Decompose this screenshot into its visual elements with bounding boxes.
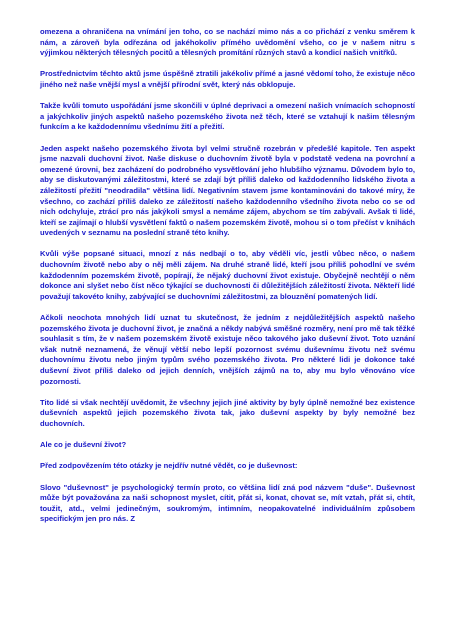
paragraph-continuation: omezena a ohraničena na vnímání jen toho, co se nachází mimo nás a co přichází z venku směrem k nám, a zároveň byla odřezána od jakéhokoliv přímého uvědomění všeho, co je v našem nitru s výjimkou některých tělesných pocitů a tělesných promítání různých stavů a kondicí našich vnitřků.: [40, 27, 415, 58]
paragraph-situation: Kvůli výše popsané situaci, mnozí z nás nedbají o to, aby věděli víc, jestli vůbec něco, o našem duchovním životě nebo aby o něj měli zájem. Na druhé straně lidé, kteří jsou příliš pohodlní ve svém každodenním pozemském životě, popírají, že nějaký duchovní život existuje. Obyčejně nechtějí o něm dokonce ani slyšet nebo číst něco týkající se duchovnosti či důležitějších záležitostí života. Někteří lidé považují takovéto knihy, zabývající se duchovními záležitostmi, za blouznění pomatených lidí.: [40, 249, 415, 301]
paragraph-awareness: Tito lidé si však nechtějí uvědomit, že všechny jejich jiné aktivity by byly úplně nemožné bez existence duševních aspektů jejich pozemského života tak, jako duševní aspekty by byly nemožné bez duchovních.: [40, 397, 415, 428]
paragraph-soul-definition: Slovo "duševnost" je psychologický termín proto, co většina lidí zná pod názvem "duše". Duševnost může být považována za naši schopnost myslet, cítit, přát si, konat, chovat se, mít vztah, přát si, chtít, toužit, atd., velmi jedinečným, soukromým, intimním, neopakovatelné individuálním způsobem specifickým jen pro nás. Z: [40, 482, 415, 524]
paragraph-reluctance: Ačkoli neochota mnohých lidí uznat tu skutečnost, že jedním z nejdůležitějších aspektů našeho pozemského života je duchovní život, je značná a někdy nabývá směšné rozměry, není pro mě tak těžké souhlasit s tím, že v našem pozemském životě existuje něco takového jako duševní život. Toto uznání však nutně neznamená, že věnují větší nebo lepší pozornost svému duševnímu životu než svému duchovnímu životu nebo jiným typům svého pozemského života. Pro některé lidi je dokonce také duševní život příliš daleko od jejich denních, vnějších zájmů na to, aby mu bylo věnováno více pozornosti.: [40, 313, 415, 386]
paragraph-spiritual-life: Jeden aspekt našeho pozemského života byl velmi stručně rozebrán v předešlé kapitole. Ten aspekt jsme nazvali duchovní život. Naše diskuse o duchovním životě byla v podstatě vedena na povrchní a omezené úrovni, bez zacházení do podrobného vysvětlování jeho hlubšího významu. Důvodem bylo to, aby se diskutovanými záležitostmi, které se zdají být příliš daleko od každodenního lidského života a záležitostí přežití "neodradila" většina lidí. Negativním stavem jsme kontaminováni do takové míry, že všechno, co zachází příliš daleko ze záležitostí našeho každodenního všedního života nebo co se od nich odchyluje, ztrácí pro nás jakýkoli smysl a nemáme zájem, abychom se tím zabývali. Avšak ti lidé, kteří se zajímají o hlubší vysvětlení faktů o našem pozemském životě, mohou si o tom přečíst v knihách uvedených v seznamu na poslední straně této knihy.: [40, 143, 415, 238]
question-heading: Ale co je duševní život?: [40, 440, 127, 450]
paragraph-deprivation: Takže kvůli tomuto uspořádání jsme skončili v úplné deprivaci a omezení našich vnímacích schopností a jakýchkoliv jiných aspektů našeho pozemského života než těch, které se vztahují k našim tělesným funkcím a ke každodennímu všednímu žití a přežití.: [40, 101, 415, 132]
answer-intro: Před zodpovězením této otázky je nejdřív nutné vědět, co je duševnost:: [40, 461, 298, 471]
paragraph-lost-awareness: Prostřednictvím těchto aktů jsme úspěšně ztratili jakékoliv přímé a jasné vědomí toho, že existuje něco jiného než naše vnější mysl a vnější přírodní svět, který nás obklopuje.: [40, 69, 415, 89]
